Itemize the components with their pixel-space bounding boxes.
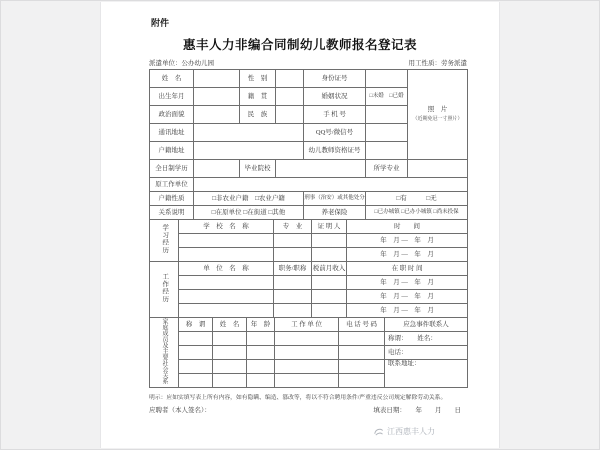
employment-nature-label: 用工性质：劳务派遣 (408, 60, 467, 67)
work-history-table (149, 261, 468, 318)
photo-label: 照 片 (427, 106, 448, 114)
work-title-header: 职务/职称 (274, 262, 312, 276)
family-unit-input-cell (275, 346, 339, 360)
qq-wechat-label: QQ号/微信号 (304, 124, 366, 142)
work-period-cell: 年 月 — 年 月 (347, 304, 468, 318)
work-income-input-cell (312, 290, 347, 304)
former-employer-label: 原工作单位 (150, 178, 194, 192)
study-reference-header: 证 明 人 (312, 220, 347, 234)
emergency-address-cell: 联系地址： (385, 360, 468, 388)
marital-label: 婚姻状况 (304, 88, 366, 106)
family-relation-input-cell (179, 332, 213, 346)
family-phone-input-cell (339, 360, 385, 374)
mobile-label: 手 机 号 (304, 106, 366, 124)
family-age-header: 年 龄 (247, 318, 275, 332)
family-phone-input-cell (339, 346, 385, 360)
work-title-input-cell (274, 290, 312, 304)
watermark-text: 江西惠丰人力 (387, 427, 435, 436)
work-income-header: 税前月收入 (312, 262, 347, 276)
study-school-input-cell (179, 234, 274, 248)
study-section-label (150, 220, 179, 262)
form-title: 惠丰人力非编合同制幼儿教师报名登记表 (182, 38, 417, 52)
form-page (100, 2, 500, 448)
huifeng-logo-icon (373, 426, 384, 437)
family-phone-input-cell (339, 374, 385, 388)
id-number-input-cell (366, 70, 408, 88)
birth-label: 出生年月 (150, 88, 194, 106)
study-reference-input-cell (312, 248, 347, 262)
pension-checkboxes: □已办城镇 □已办小城镇 □尚未投保 (366, 206, 468, 220)
punishment-checkboxes: □有 □无 (366, 192, 468, 206)
family-phone-header: 电 话 号 码 (339, 318, 385, 332)
gender-label: 性 别 (240, 70, 276, 88)
family-unit-input-cell (275, 360, 339, 374)
study-major-header: 专 业 (274, 220, 312, 234)
family-relation-input-cell (179, 360, 213, 374)
household-address-label: 户籍地址 (150, 142, 194, 160)
degree-input-cell (194, 160, 240, 178)
study-school-header: 学 校 名 称 (179, 220, 274, 234)
political-input-cell (194, 106, 240, 124)
family-age-input-cell (247, 346, 275, 360)
work-time-header: 在 职 时 间 (347, 262, 468, 276)
work-section-text: 工作经历 (161, 273, 169, 304)
degree-label: 全日制学历 (150, 160, 194, 178)
study-section-text: 学习经历 (161, 224, 169, 255)
family-name-input-cell (213, 332, 247, 346)
political-label: 政治面貌 (150, 106, 194, 124)
photo-note: （近期免冠一寸照片） (412, 117, 463, 123)
id-number-label: 身份证号 (304, 70, 366, 88)
family-unit-input-cell (275, 374, 339, 388)
pension-label: 养老保险 (304, 206, 366, 220)
relation-note-label: 关系说明 (150, 206, 194, 220)
registration-table (149, 69, 467, 388)
family-section-text: 家庭成员及主要社会关系 (161, 318, 167, 385)
family-age-input-cell (247, 374, 275, 388)
relation-checkboxes: □在原单位 □在街道 □其他 (194, 206, 304, 220)
work-unit-header: 单 位 名 称 (179, 262, 274, 276)
signature-row (149, 405, 467, 414)
declaration-notice: 明示：应如实填写表上所有内容，如有隐瞒、编造、篡改等，将以不符合聘用条件/严重违反公司规定解除劳动关系。 (149, 395, 447, 401)
work-period-cell: 年 月 — 年 月 (347, 290, 468, 304)
emergency-phone-cell: 电话： (385, 346, 468, 360)
work-unit-input-cell (179, 290, 274, 304)
family-relation-header: 称 谓 (179, 318, 213, 332)
work-title-input-cell (274, 304, 312, 318)
teacher-cert-label: 幼儿教师资格证号 (304, 142, 366, 160)
name-input-cell (194, 70, 240, 88)
work-unit-input-cell (179, 276, 274, 290)
birth-input-cell (194, 88, 240, 106)
ethnic-label: 民 族 (240, 106, 276, 124)
study-reference-input-cell (312, 234, 347, 248)
emergency-name-cell: 称谓： 姓名： (385, 332, 468, 346)
fill-date-value: 年 月 日 (415, 407, 461, 414)
family-name-input-cell (213, 346, 247, 360)
major-label: 所学专业 (366, 160, 408, 178)
punishment-label: 刑事（治安）或其他处分 (304, 192, 366, 206)
college-input-cell (276, 160, 366, 178)
teacher-cert-input-cell (366, 142, 408, 160)
family-age-input-cell (247, 332, 275, 346)
family-relation-input-cell (179, 374, 213, 388)
address-input-cell (194, 124, 304, 142)
household-type-label: 户籍性质 (150, 192, 194, 206)
subheader-row (149, 58, 467, 67)
family-age-input-cell (247, 360, 275, 374)
work-title-input-cell (274, 276, 312, 290)
name-label: 姓 名 (150, 70, 194, 88)
work-section-label (150, 262, 179, 318)
photo-cell (408, 70, 468, 160)
native-place-label: 籍 贯 (240, 88, 276, 106)
former-employer-input-cell (194, 178, 468, 192)
family-name-input-cell (213, 360, 247, 374)
work-period-cell: 年 月 — 年 月 (347, 276, 468, 290)
address-label: 通讯地址 (150, 124, 194, 142)
dispatch-unit-label: 派遣单位：公办幼儿园 (149, 60, 214, 67)
family-relation-input-cell (179, 346, 213, 360)
family-table (149, 317, 468, 388)
marital-checkboxes: □未婚 □已婚 (366, 88, 408, 106)
study-major-input-cell (274, 234, 312, 248)
study-major-input-cell (274, 248, 312, 262)
household-address-input-cell (194, 142, 304, 160)
basic-info-table (149, 69, 468, 220)
ethnic-input-cell (276, 106, 304, 124)
college-label: 毕业院校 (240, 160, 276, 178)
work-income-input-cell (312, 276, 347, 290)
mobile-input-cell (366, 106, 408, 124)
attachment-label: 附件 (151, 18, 170, 28)
study-time-header: 时 间 (347, 220, 468, 234)
study-history-table (149, 219, 468, 262)
household-type-checkboxes: □非农业户籍 □农业户籍 (194, 192, 304, 206)
qq-wechat-input-cell (366, 124, 408, 142)
family-phone-input-cell (339, 332, 385, 346)
native-place-input-cell (276, 88, 304, 106)
work-unit-input-cell (179, 304, 274, 318)
family-unit-input-cell (275, 332, 339, 346)
family-name-header: 姓 名 (213, 318, 247, 332)
major-input-cell (408, 160, 468, 178)
gender-input-cell (276, 70, 304, 88)
work-income-input-cell (312, 304, 347, 318)
fill-date-group (373, 405, 461, 414)
family-name-input-cell (213, 374, 247, 388)
watermark-logo (373, 426, 435, 437)
study-period-cell: 年 月 — 年 月 (347, 248, 468, 262)
emergency-contact-header: 应急事件联系人 (385, 318, 468, 332)
family-unit-header: 工 作 单 位 (275, 318, 339, 332)
applicant-signature-label: 应聘者（本人签名）： (149, 407, 211, 414)
study-school-input-cell (179, 248, 274, 262)
family-section-label (150, 318, 179, 388)
study-period-cell: 年 月 — 年 月 (347, 234, 468, 248)
fill-date-label: 填表日期： (373, 407, 406, 414)
